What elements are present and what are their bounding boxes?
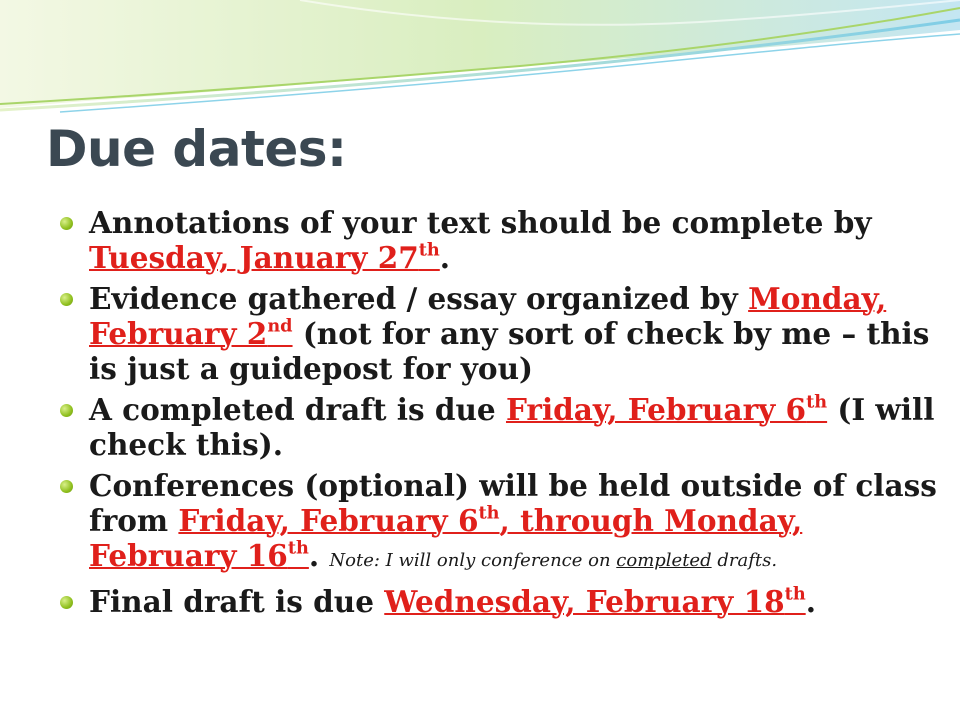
item-text: Final draft is due [89,584,385,619]
item-text: Conferences (optional) will be held outside of class from [89,468,937,538]
bullet-dot-icon [60,404,73,417]
bullet-dot-icon [60,480,73,493]
slide-title: Due dates: [46,120,347,178]
item-text-end: . [439,240,451,275]
due-date: Tuesday, January 27th [89,239,440,275]
item-text-end: . [805,584,816,619]
item-text: Evidence gathered / essay organized by [89,281,749,316]
due-date-range: Friday, February 6th, through Monday, February 16th [89,502,803,573]
wave-decoration [0,0,960,120]
list-item [60,205,940,275]
conference-note: Note: I will only conference on completed drafts. [329,550,778,571]
item-text: Annotations of your text should be complete by [89,205,872,240]
list-item [60,392,940,462]
bullet-dot-icon [60,293,73,306]
list-item [60,281,940,386]
due-dates-list [60,205,940,625]
item-text-end: . [308,538,330,573]
bullet-dot-icon [60,596,73,609]
list-item [60,584,940,619]
due-date: Monday, February 2nd [89,281,887,351]
bullet-dot-icon [60,217,73,230]
item-text: A completed draft is due [89,392,506,427]
due-date: Friday, February 6th [505,391,828,427]
due-date: Wednesday, February 18th [384,583,806,619]
item-text-end: (I will check this). [89,392,935,462]
list-item [60,468,940,578]
item-text-end: (not for any sort of check by me – this is just a guidepost for you) [89,316,930,386]
